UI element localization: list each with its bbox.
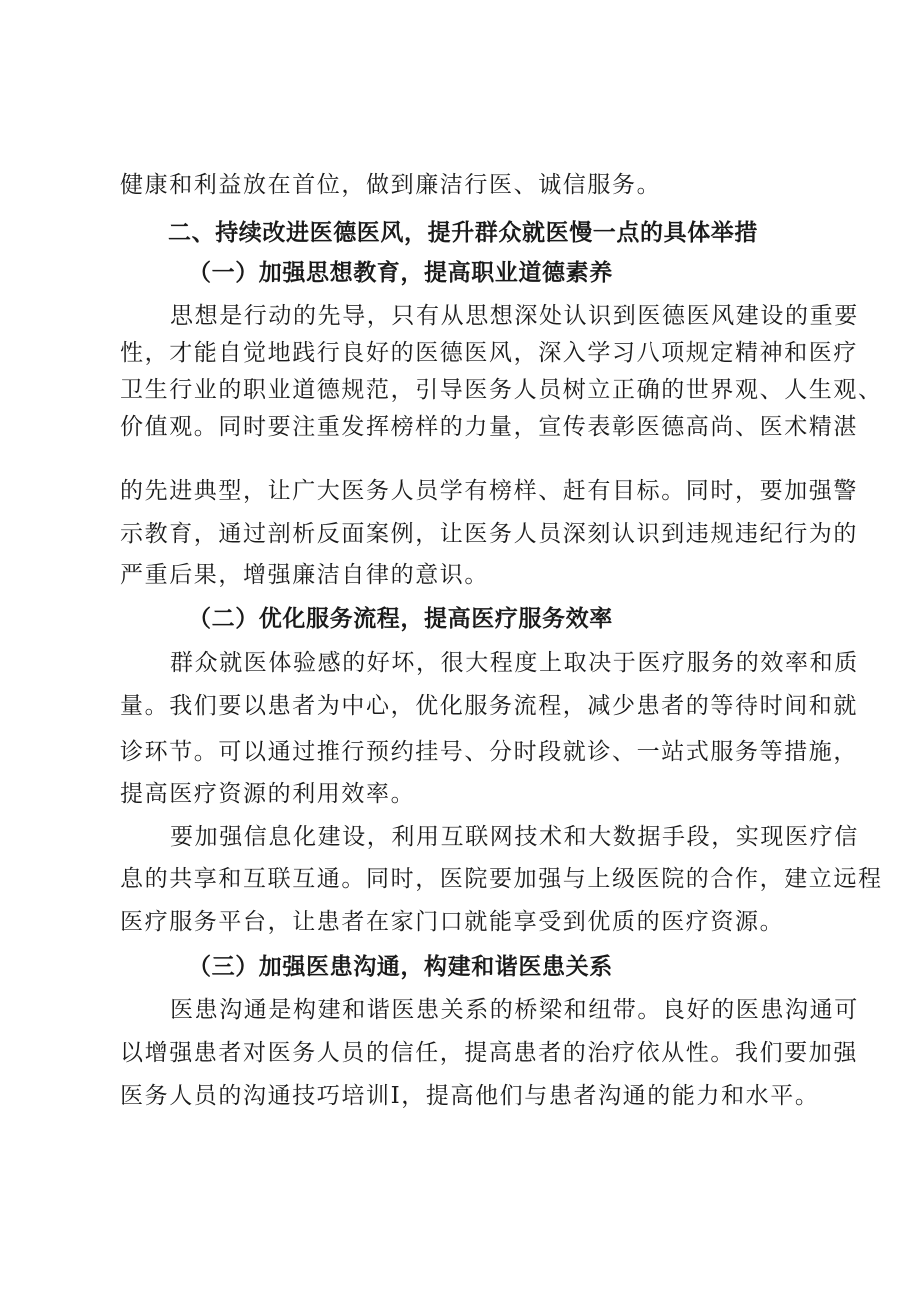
body-line: 群众就医体验感的好坏，很大程度上取决于医疗服务的效率和质	[170, 650, 859, 676]
body-line: 量。我们要以患者为中心，优化服务流程，减少患者的等待时间和就	[120, 693, 858, 719]
body-line: 医务人员的沟通技巧培训I，提高他们与患者沟通的能力和水平。	[120, 1083, 820, 1109]
subsection-heading: （一）加强思想教育，提高职业道德素养	[188, 260, 613, 286]
body-line: 提高医疗资源的利用效率。	[120, 781, 416, 807]
body-line: 的先进典型，让广大医务人员学有榜样、赶有目标。同时，要加强警	[120, 478, 858, 504]
body-line: 价值观。同时要注重发挥榜样的力量，宣传表彰医德高尚、医术精湛	[120, 414, 858, 440]
body-line: 卫生行业的职业道德规范，引导医务人员树立正确的世界观、人生观、	[120, 377, 883, 403]
body-line: 诊环节。可以通过推行预约挂号、分时段就诊、一站式服务等措施，	[120, 739, 858, 765]
body-line: 健康和利益放在首位，做到廉洁行医、诚信服务。	[120, 172, 662, 198]
body-line: 要加强信息化建设，利用互联网技术和大数据手段，实现医疗信	[170, 824, 859, 850]
subsection-heading: （二）优化服务流程，提高医疗服务效率	[188, 606, 613, 632]
body-line: 性，才能自觉地践行良好的医德医风，深入学习八项规定精神和医疗	[120, 340, 858, 366]
subsection-heading: （三）加强医患沟通，构建和谐医患关系	[188, 954, 613, 980]
section-heading: 二、持续改进医德医风，提升群众就医慢一点的具体举措	[168, 220, 758, 246]
body-line: 医疗服务平台，让患者在家门口就能享受到优质的医疗资源。	[120, 909, 785, 935]
body-line: 严重后果，增强廉洁自律的意识。	[120, 562, 489, 588]
body-line: 息的共享和互联互通。同时，医院要加强与上级医院的合作，建立远程	[120, 866, 883, 892]
body-line: 示教育，通过剖析反面案例，让医务人员深刻认识到违规违纪行为的	[120, 521, 858, 547]
body-line: 医患沟通是构建和谐医患关系的桥梁和纽带。良好的医患沟通可	[170, 997, 859, 1023]
body-line: 思想是行动的先导，只有从思想深处认识到医德医风建设的重要	[170, 303, 859, 329]
body-line: 以增强患者对医务人员的信任，提高患者的治疗依从性。我们要加强	[120, 1040, 858, 1066]
